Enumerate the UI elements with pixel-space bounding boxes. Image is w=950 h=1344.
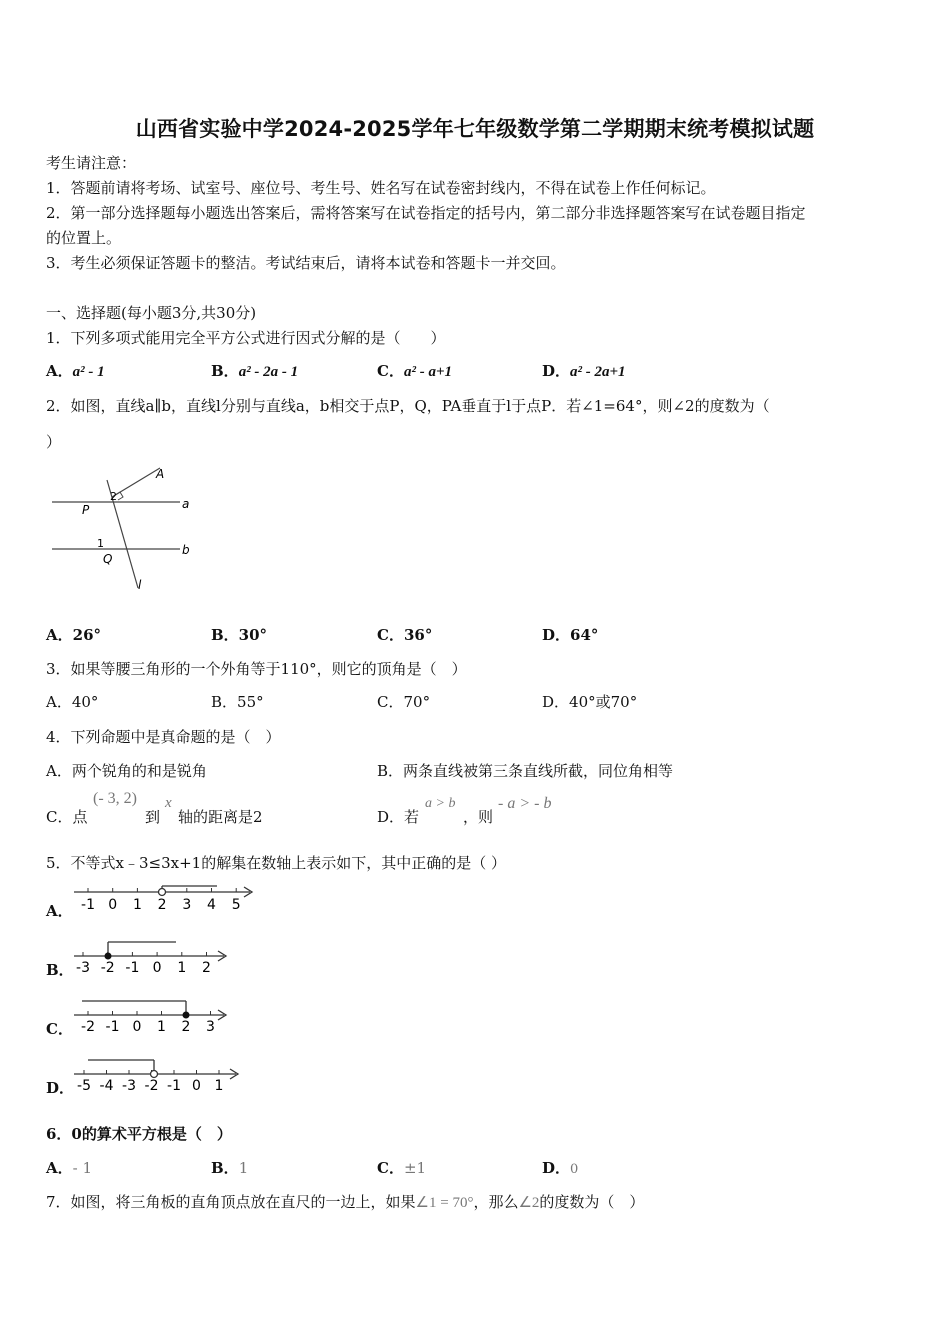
page-title: 山西省实验中学2024-2025学年七年级数学第二学期期末统考模拟试题 [135, 117, 815, 141]
tick-label: 1 [177, 960, 187, 974]
q1-option-b-label: B． [211, 362, 239, 380]
q2-option-d[interactable]: D．64° [542, 626, 599, 644]
q6-stem: 6．0的算术平方根是（ ） [46, 1125, 232, 1143]
tick-label: -2 [144, 1078, 159, 1092]
q5-option-b[interactable]: B． [46, 961, 74, 979]
tick-label: -3 [76, 960, 90, 974]
q2-stem-cont: ） [46, 433, 62, 451]
tick-label: -2 [100, 960, 115, 974]
q4-option-d-label: D．若 [377, 808, 420, 826]
q4-option-d[interactable] [377, 806, 419, 827]
q1-option-d-label: D． [542, 362, 571, 380]
q6-option-d-label: D． [542, 1159, 571, 1177]
q1-option-c[interactable] [377, 360, 452, 381]
q4-c-point: (- 3, 2) [93, 790, 137, 807]
q4-option-c[interactable] [46, 806, 87, 827]
q4-d-concl: - a > - b [498, 795, 552, 812]
q5-numberline-d[interactable] [72, 1054, 244, 1092]
q7-stem [46, 1191, 644, 1212]
q4-stem: 4．下列命题中是真命题的是（ ） [46, 728, 281, 746]
tick-label: -4 [99, 1078, 114, 1092]
tick-label: -3 [122, 1078, 136, 1092]
label-l: l [138, 578, 142, 592]
tick-label: 2 [202, 960, 211, 974]
label-angle-2: 2 [110, 490, 117, 503]
tick-label: 5 [231, 897, 241, 913]
notice-item-1: 1．答题前请将考场、试室号、座位号、考生号、姓名写在试卷密封线内，不得在试卷上作任何标记。 [46, 179, 716, 197]
q7-angle2: ∠2 [518, 1195, 540, 1211]
q6-option-d[interactable] [542, 1157, 578, 1178]
tick-label: 3 [206, 1019, 215, 1034]
q4-d-cond: a > b [425, 796, 456, 811]
q1-option-a[interactable] [46, 360, 105, 381]
q6-option-c-label: C． [377, 1159, 404, 1177]
notice-item-3: 3．考生必须保证答题卡的整洁。考试结束后，请将本试卷和答题卡一并交回。 [46, 254, 566, 272]
tick-label: -1 [105, 1019, 120, 1034]
tick-label: 1 [214, 1078, 224, 1092]
q3-option-a[interactable]: A．40° [46, 693, 99, 711]
tick-label: -1 [167, 1078, 181, 1092]
tick-label: 1 [132, 897, 142, 913]
q1-option-c-math: a² - a+1 [403, 364, 452, 380]
q1-option-d[interactable] [542, 360, 626, 381]
q7-angle1: ∠1 = 70° [415, 1195, 474, 1211]
q2-option-c[interactable]: C．36° [377, 626, 433, 644]
q1-option-b[interactable] [211, 360, 298, 381]
q1-option-d-math: a² - 2a+1 [570, 364, 626, 380]
q5-option-c[interactable]: C． [46, 1020, 73, 1038]
q1-option-c-label: C． [377, 362, 404, 380]
label-Q: Q [103, 552, 113, 566]
q6-option-b[interactable] [211, 1157, 248, 1178]
tick-label: 1 [157, 1019, 166, 1034]
q1-option-a-math: a² - 1 [72, 364, 105, 380]
q6-option-c-value: ±1 [403, 1159, 427, 1177]
tick-label: 0 [108, 897, 118, 913]
open-dot [151, 1071, 158, 1078]
q6-option-c[interactable] [377, 1157, 426, 1178]
q3-option-c[interactable]: C．70° [377, 693, 431, 711]
q4-c-post: 轴的距离是2 [178, 808, 263, 826]
tick-label: 2 [181, 1019, 191, 1034]
q4-d-mid: ，则 [463, 808, 494, 826]
q5-numberline-c[interactable] [72, 996, 232, 1034]
tick-label: 4 [207, 897, 216, 913]
q3-stem: 3．如果等腰三角形的一个外角等于110°，则它的顶角是（ ） [46, 660, 467, 678]
q2-figure [46, 458, 206, 598]
label-a: a [182, 497, 190, 511]
q2-stem: 2．如图，直线a∥b，直线l分别与直线a，b相交于点P，Q，PA垂直于l于点P．若∠1=64°，则∠2的度数为（ [46, 397, 770, 415]
label-P: P [82, 503, 90, 517]
q7-stem-pre: 7．如图，将三角板的直角顶点放在直尺的一边上，如果 [46, 1193, 416, 1211]
q1-option-b-math: a² - 2a - 1 [238, 364, 299, 380]
q7-stem-mid: ，那么 [473, 1193, 519, 1211]
tick-label: 0 [132, 1019, 142, 1034]
tick-label: 2 [157, 897, 167, 913]
q4-option-c-label: C．点 [46, 808, 88, 826]
q5-option-a[interactable]: A． [46, 902, 73, 920]
q6-option-b-value: 1 [238, 1159, 249, 1177]
tick-label: -1 [125, 960, 140, 974]
q2-option-a[interactable]: A．26° [46, 626, 102, 644]
tick-label: -5 [77, 1078, 91, 1092]
notice-heading: 考生请注意： [46, 154, 137, 172]
q6-option-a[interactable] [46, 1157, 92, 1178]
open-dot [159, 889, 166, 896]
q1-option-a-label: A． [46, 362, 73, 380]
tick-label: -1 [81, 897, 95, 913]
q4-option-b[interactable]: B．两条直线被第三条直线所截，同位角相等 [377, 762, 674, 780]
tick-label: 0 [192, 1078, 201, 1092]
q5-numberline-b[interactable] [72, 938, 232, 974]
q7-stem-post: 的度数为（ ） [539, 1193, 645, 1211]
q1-stem: 1．下列多项式能用完全平方公式进行因式分解的是（ ） [46, 329, 446, 347]
tick-label: -2 [81, 1019, 95, 1034]
q5-numberline-a[interactable] [72, 880, 257, 914]
q6-option-a-value: - 1 [72, 1159, 93, 1177]
q5-stem: 5．不等式x﹣3≤3x+1的解集在数轴上表示如下，其中正确的是（ ） [46, 854, 507, 872]
q2-option-b[interactable]: B．30° [211, 626, 268, 644]
q6-option-b-label: B． [211, 1159, 239, 1177]
q4-c-mid: 到 [145, 808, 161, 826]
notice-item-2: 2．第一部分选择题每小题选出答案后，需将答案写在试卷指定的括号内，第二部分非选择题答案写在试卷题目指定 [46, 204, 806, 222]
closed-dot [183, 1012, 190, 1019]
q6-option-a-label: A． [46, 1159, 73, 1177]
q4-c-x: x [165, 795, 172, 811]
label-angle-1: 1 [97, 537, 104, 550]
q6-option-d-value: 0 [570, 1162, 579, 1177]
closed-dot [105, 953, 112, 960]
tick-label: 3 [182, 897, 192, 913]
label-b: b [182, 543, 190, 557]
q4-option-a[interactable]: A．两个锐角的和是锐角 [46, 762, 207, 780]
section-heading: 一、选择题(每小题3分,共30分) [46, 304, 257, 322]
q3-option-b[interactable]: B．55° [211, 693, 264, 711]
label-A: A [156, 467, 165, 481]
notice-item-2-cont: 的位置上。 [46, 229, 122, 247]
q5-option-d[interactable]: D． [46, 1079, 75, 1097]
q3-option-d[interactable]: D．40°或70° [542, 693, 638, 711]
tick-label: 0 [152, 960, 162, 974]
